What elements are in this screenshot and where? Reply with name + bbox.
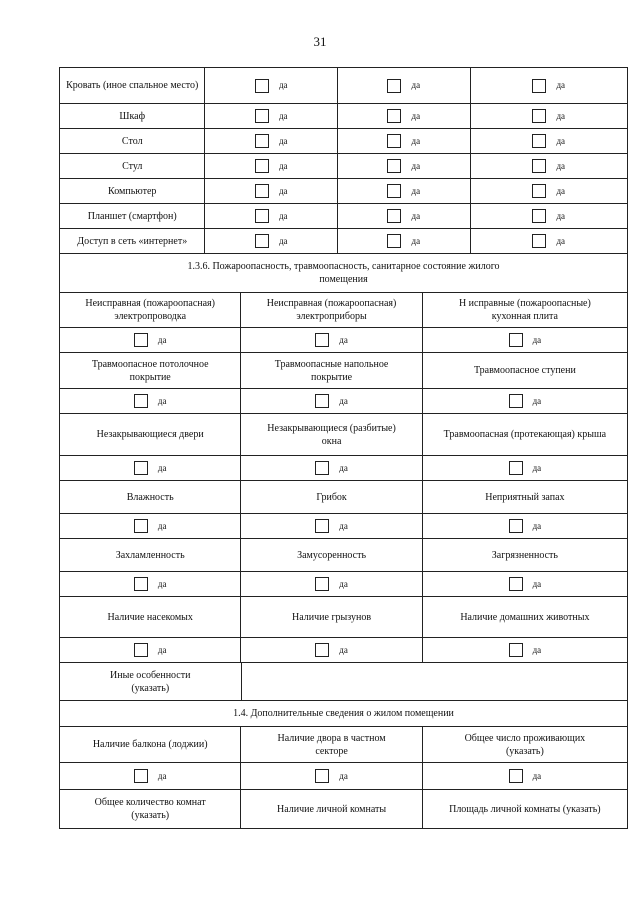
- rooms-label: Наличие личной комнаты: [241, 790, 422, 828]
- hazard-checkbox-row: [60, 456, 627, 481]
- hazard-label: Наличие насекомых: [60, 597, 241, 637]
- checkbox[interactable]: [509, 394, 523, 408]
- checkbox[interactable]: [532, 79, 546, 93]
- hazard-label: Замусоренность: [241, 539, 422, 571]
- item-checkbox-cell: [338, 229, 471, 253]
- hazard-checkbox-row: [60, 389, 627, 414]
- yes-option: [315, 643, 348, 657]
- page-number: 31: [313, 34, 327, 49]
- checkbox-label: да: [339, 334, 348, 345]
- checkbox-label: да: [411, 80, 421, 90]
- item-checkbox-cell: [205, 129, 338, 153]
- item-checkbox-cell: [338, 179, 471, 203]
- hazard-label: Неисправная (пожароопасная) электропроводка: [60, 293, 241, 327]
- item-label: Стол: [60, 129, 205, 153]
- item-row: [60, 104, 627, 129]
- item-label: Шкаф: [60, 104, 205, 128]
- yes-option: [387, 134, 420, 148]
- yes-option: [134, 461, 167, 475]
- yes-option: [255, 134, 288, 148]
- yes-option: [134, 577, 167, 591]
- hazard-label: Травмоопасное ступени: [473, 365, 576, 376]
- yes-option: [532, 79, 565, 93]
- checkbox[interactable]: [255, 209, 269, 223]
- additional-label: Наличие двора в частном секторе: [241, 727, 422, 762]
- item-checkbox-cell: [338, 204, 471, 228]
- item-checkbox-cell: [205, 68, 338, 103]
- hazard-checkbox-cell: [60, 638, 241, 662]
- checkbox[interactable]: [134, 333, 148, 347]
- hazard-label: Неисправная (пожароопасная) электроприборы: [241, 293, 422, 327]
- yes-option: [532, 109, 565, 123]
- item-checkbox-cell: [205, 179, 338, 203]
- hazard-checkbox-row: [60, 328, 627, 353]
- checkbox-label: да: [157, 644, 167, 655]
- hazard-header-row: [60, 539, 627, 572]
- checkbox[interactable]: [255, 184, 269, 198]
- checkbox-label: да: [339, 520, 348, 531]
- yes-option: [255, 234, 288, 248]
- checkbox-label: да: [278, 185, 288, 196]
- checkbox[interactable]: [134, 461, 148, 475]
- checkbox[interactable]: [255, 134, 269, 148]
- rooms-label: Площадь личной комнаты (указать): [449, 803, 601, 815]
- item-checkbox-cell: [471, 129, 627, 153]
- hazard-header-row: [60, 293, 627, 328]
- section-title: 1.3.6. Пожароопасность, травмоопасность, санитарное состояние жилого помещения: [187, 261, 500, 285]
- hazard-header-row: [60, 481, 627, 514]
- item-label: Доступ в сеть «интернет»: [60, 229, 205, 253]
- hazard-checkbox-cell: [241, 328, 422, 352]
- hazard-checkbox-cell: [60, 572, 241, 596]
- yes-option: [532, 234, 565, 248]
- item-label: Планшет (смартфон): [60, 204, 205, 228]
- hazard-checkbox-cell: [241, 456, 422, 480]
- hazard-checkbox-cell: [423, 328, 627, 352]
- checkbox-label: да: [556, 135, 566, 146]
- section-14-title-row: [60, 701, 627, 727]
- yes-option: [134, 333, 167, 347]
- checkbox-label: да: [278, 110, 288, 121]
- checkbox-label: да: [411, 235, 421, 246]
- hazard-checkbox-row: [60, 514, 627, 539]
- item-checkbox-cell: [471, 154, 627, 178]
- item-label: Кровать (иное спальное место): [60, 68, 205, 103]
- checkbox-label: да: [157, 334, 167, 345]
- checkbox-label: да: [157, 520, 167, 531]
- item-checkbox-cell: [471, 179, 627, 203]
- checkbox-label: да: [339, 578, 348, 589]
- additional-checkbox-cell: [241, 763, 422, 789]
- other-specifics-label: Иные особенности (указать): [60, 663, 242, 700]
- checkbox-label: да: [532, 770, 542, 781]
- yes-option: [509, 577, 542, 591]
- checkbox[interactable]: [255, 79, 269, 93]
- hazard-checkbox-cell: [241, 514, 422, 538]
- hazard-checkbox-cell: [60, 514, 241, 538]
- checkbox-label: да: [411, 135, 421, 146]
- hazard-checkbox-cell: [423, 389, 627, 413]
- section-title: 1.4. Дополнительные сведения о жилом помещении: [233, 708, 454, 719]
- hazard-checkbox-cell: [241, 389, 422, 413]
- item-row: [60, 204, 627, 229]
- checkbox[interactable]: [387, 159, 401, 173]
- checkbox-label: да: [157, 770, 167, 781]
- checkbox-label: да: [556, 235, 566, 246]
- item-checkbox-cell: [471, 68, 627, 103]
- yes-option: [532, 209, 565, 223]
- checkbox[interactable]: [134, 394, 148, 408]
- item-label: Компьютер: [60, 179, 205, 203]
- checkbox[interactable]: [387, 109, 401, 123]
- hazard-label: Влажность: [60, 481, 241, 513]
- checkbox-label: да: [532, 578, 542, 589]
- yes-option: [509, 461, 542, 475]
- yes-option: [134, 519, 167, 533]
- yes-option: [255, 159, 288, 173]
- rooms-row: [60, 790, 627, 828]
- checkbox-label: да: [556, 110, 566, 121]
- hazard-checkbox-cell: [60, 456, 241, 480]
- hazard-label: Неприятный запах: [485, 491, 565, 503]
- survey-form: [59, 67, 628, 829]
- checkbox[interactable]: [509, 461, 523, 475]
- checkbox[interactable]: [509, 519, 523, 533]
- checkbox[interactable]: [315, 519, 329, 533]
- hazard-label: Наличие грызунов: [241, 597, 422, 637]
- checkbox-label: да: [157, 462, 167, 473]
- hazard-label: Н исправные (пожароопасные) кухонная плита: [458, 298, 591, 322]
- checkbox-label: да: [556, 160, 566, 171]
- hazard-checkbox-cell: [423, 514, 627, 538]
- checkbox[interactable]: [509, 577, 523, 591]
- checkbox-label: да: [411, 160, 421, 171]
- hazard-checkbox-cell: [423, 638, 627, 662]
- item-checkbox-cell: [205, 104, 338, 128]
- checkbox[interactable]: [532, 134, 546, 148]
- checkbox-label: да: [532, 395, 542, 406]
- additional-label: Наличие балкона (лоджии): [60, 727, 241, 762]
- checkbox-label: да: [339, 395, 348, 406]
- checkbox-label: да: [278, 160, 288, 171]
- rooms-label: Общее количество комнат (указать): [60, 790, 241, 828]
- hazard-checkbox-row: [60, 572, 627, 597]
- checkbox[interactable]: [315, 643, 329, 657]
- hazard-label: Травмоопасное потолочное покрытие: [60, 353, 241, 388]
- hazard-checkbox-row: [60, 638, 627, 663]
- checkbox-label: да: [339, 770, 348, 781]
- yes-option: [387, 184, 420, 198]
- additional-label: Общее число проживающих (указать): [464, 732, 586, 757]
- hazard-label: Грибок: [241, 481, 422, 513]
- checkbox[interactable]: [315, 577, 329, 591]
- item-checkbox-cell: [471, 204, 627, 228]
- checkbox[interactable]: [532, 159, 546, 173]
- checkbox-label: да: [532, 334, 542, 345]
- hazard-label: Травмоопасные напольное покрытие: [241, 353, 422, 388]
- hazard-label: Загрязненность: [491, 549, 558, 561]
- yes-option: [315, 461, 348, 475]
- checkbox[interactable]: [255, 109, 269, 123]
- yes-option: [134, 643, 167, 657]
- hazard-label: Незакрывающиеся двери: [60, 414, 241, 455]
- checkbox[interactable]: [134, 519, 148, 533]
- checkbox[interactable]: [134, 769, 148, 783]
- yes-option: [387, 209, 420, 223]
- item-row: [60, 129, 627, 154]
- checkbox[interactable]: [255, 234, 269, 248]
- checkbox[interactable]: [315, 461, 329, 475]
- checkbox[interactable]: [532, 234, 546, 248]
- hazard-label: Наличие домашних животных: [460, 611, 590, 623]
- checkbox-label: да: [556, 210, 566, 221]
- yes-option: [315, 519, 348, 533]
- other-specifics-row: [60, 663, 627, 701]
- checkbox[interactable]: [509, 643, 523, 657]
- item-checkbox-cell: [471, 104, 627, 128]
- checkbox-label: да: [339, 462, 348, 473]
- checkbox[interactable]: [532, 184, 546, 198]
- item-checkbox-cell: [338, 68, 471, 103]
- item-checkbox-cell: [338, 154, 471, 178]
- checkbox-label: да: [532, 520, 542, 531]
- hazard-label: Травмоопасная (протекающая) крыша: [443, 429, 607, 440]
- item-checkbox-cell: [338, 104, 471, 128]
- yes-option: [509, 643, 542, 657]
- yes-option: [255, 184, 288, 198]
- item-row: [60, 68, 627, 104]
- checkbox-label: да: [278, 235, 288, 246]
- checkbox-label: да: [532, 462, 542, 473]
- item-row: [60, 154, 627, 179]
- yes-option: [532, 184, 565, 198]
- item-checkbox-cell: [338, 129, 471, 153]
- checkbox-label: да: [157, 578, 167, 589]
- yes-option: [387, 234, 420, 248]
- checkbox[interactable]: [255, 159, 269, 173]
- checkbox-label: да: [278, 80, 288, 90]
- checkbox-label: да: [556, 185, 566, 196]
- yes-option: [387, 79, 420, 93]
- yes-option: [255, 209, 288, 223]
- checkbox-label: да: [556, 80, 566, 90]
- hazard-checkbox-cell: [241, 638, 422, 662]
- checkbox[interactable]: [315, 394, 329, 408]
- checkbox[interactable]: [509, 769, 523, 783]
- checkbox[interactable]: [532, 209, 546, 223]
- item-checkbox-cell: [205, 229, 338, 253]
- checkbox[interactable]: [387, 79, 401, 93]
- checkbox[interactable]: [134, 643, 148, 657]
- checkbox-label: да: [278, 135, 288, 146]
- hazard-label: Захламленность: [60, 539, 241, 571]
- additional-checkbox-row: [60, 763, 627, 790]
- checkbox[interactable]: [315, 769, 329, 783]
- yes-option: [509, 333, 542, 347]
- checkbox-label: да: [411, 185, 421, 196]
- yes-option: [387, 159, 420, 173]
- yes-option: [134, 769, 167, 783]
- yes-option: [315, 577, 348, 591]
- hazard-checkbox-cell: [423, 572, 627, 596]
- checkbox[interactable]: [387, 134, 401, 148]
- yes-option: [387, 109, 420, 123]
- checkbox[interactable]: [134, 577, 148, 591]
- checkbox-label: да: [339, 644, 348, 655]
- checkbox[interactable]: [387, 234, 401, 248]
- hazard-checkbox-cell: [241, 572, 422, 596]
- checkbox-label: да: [278, 210, 288, 221]
- hazard-checkbox-cell: [423, 456, 627, 480]
- item-row: [60, 229, 627, 254]
- section-136-title-row: [60, 254, 627, 293]
- yes-option: [255, 109, 288, 123]
- checkbox-label: да: [532, 644, 542, 655]
- hazard-label: Незакрывающиеся (разбитые) окна: [241, 414, 422, 455]
- item-row: [60, 179, 627, 204]
- yes-option: [532, 159, 565, 173]
- item-label: Стул: [60, 154, 205, 178]
- checkbox-label: да: [157, 395, 167, 406]
- checkbox[interactable]: [387, 209, 401, 223]
- checkbox[interactable]: [509, 333, 523, 347]
- checkbox[interactable]: [532, 109, 546, 123]
- checkbox[interactable]: [315, 333, 329, 347]
- hazard-checkbox-cell: [60, 389, 241, 413]
- additional-checkbox-cell: [60, 763, 241, 789]
- hazard-header-row: [60, 597, 627, 638]
- item-checkbox-cell: [471, 229, 627, 253]
- checkbox-label: да: [411, 110, 421, 121]
- yes-option: [532, 134, 565, 148]
- hazard-header-row: [60, 414, 627, 456]
- checkbox-label: да: [411, 210, 421, 221]
- item-checkbox-cell: [205, 154, 338, 178]
- yes-option: [315, 769, 348, 783]
- additional-checkbox-cell: [423, 763, 627, 789]
- yes-option: [315, 394, 348, 408]
- yes-option: [509, 769, 542, 783]
- yes-option: [255, 79, 288, 93]
- hazard-checkbox-cell: [60, 328, 241, 352]
- yes-option: [315, 333, 348, 347]
- other-specifics-input[interactable]: [242, 663, 627, 700]
- additional-header-row: [60, 727, 627, 763]
- hazard-header-row: [60, 353, 627, 389]
- yes-option: [509, 394, 542, 408]
- yes-option: [134, 394, 167, 408]
- item-checkbox-cell: [205, 204, 338, 228]
- yes-option: [509, 519, 542, 533]
- checkbox[interactable]: [387, 184, 401, 198]
